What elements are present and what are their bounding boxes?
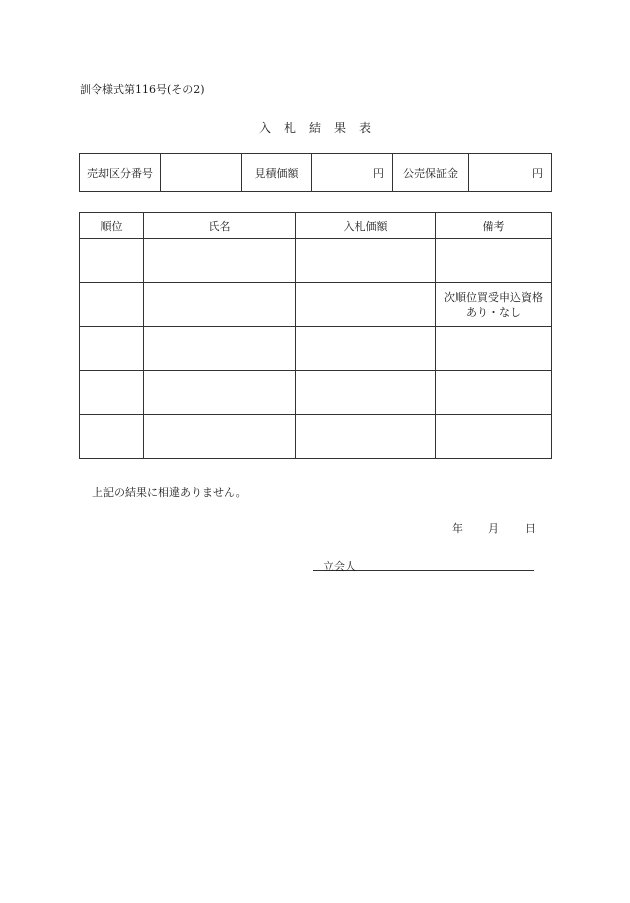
results-table [79,212,552,459]
year-label: 年 [452,522,463,535]
witness-label: 立会人 [323,560,356,573]
yen-unit: 円 [373,166,384,180]
deposit-label: 公売保証金 [393,154,469,192]
remarks-cell[interactable] [436,371,552,415]
statement: 上記の結果に相違ありません。 [92,486,247,499]
col-remarks: 備考 [436,213,552,239]
remarks-cell[interactable] [436,415,552,459]
witness-signature-line[interactable] [313,559,534,571]
rank-cell[interactable] [80,283,144,327]
name-cell[interactable] [144,327,296,371]
header-row [80,213,552,239]
month-label: 月 [488,522,499,535]
name-cell[interactable] [144,239,296,283]
bid-price-cell[interactable] [296,371,436,415]
bid-price-cell[interactable] [296,239,436,283]
table-row [80,283,552,327]
yen-unit: 円 [532,166,543,180]
remarks-cell[interactable]: 次順位買受申込資格 あり・なし [436,283,552,327]
form-number: 訓令様式第116号(その2) [80,83,205,96]
col-rank: 順位 [80,213,144,239]
table-row [80,239,552,283]
name-cell[interactable] [144,371,296,415]
rank-cell[interactable] [80,371,144,415]
name-cell[interactable] [144,283,296,327]
rank-cell[interactable] [80,239,144,283]
remarks-cell[interactable] [436,327,552,371]
table-row [80,415,552,459]
estimate-label: 見積価額 [242,154,312,192]
bid-price-cell[interactable] [296,283,436,327]
col-bid-price: 入札価額 [296,213,436,239]
estimate-field[interactable] [312,154,393,192]
day-label: 日 [525,522,536,535]
remarks-cell[interactable] [436,239,552,283]
table-row [80,327,552,371]
summary-table [79,153,552,192]
bid-price-cell[interactable] [296,415,436,459]
deposit-field[interactable] [469,154,552,192]
rank-cell[interactable] [80,327,144,371]
date-line [452,520,536,536]
lot-number-field[interactable] [161,154,242,192]
document-title: 入札結果表 [258,121,384,135]
name-cell[interactable] [144,415,296,459]
rank-cell[interactable] [80,415,144,459]
bid-price-cell[interactable] [296,327,436,371]
table-row [80,371,552,415]
lot-number-label: 売却区分番号 [80,154,161,192]
col-name: 氏名 [144,213,296,239]
